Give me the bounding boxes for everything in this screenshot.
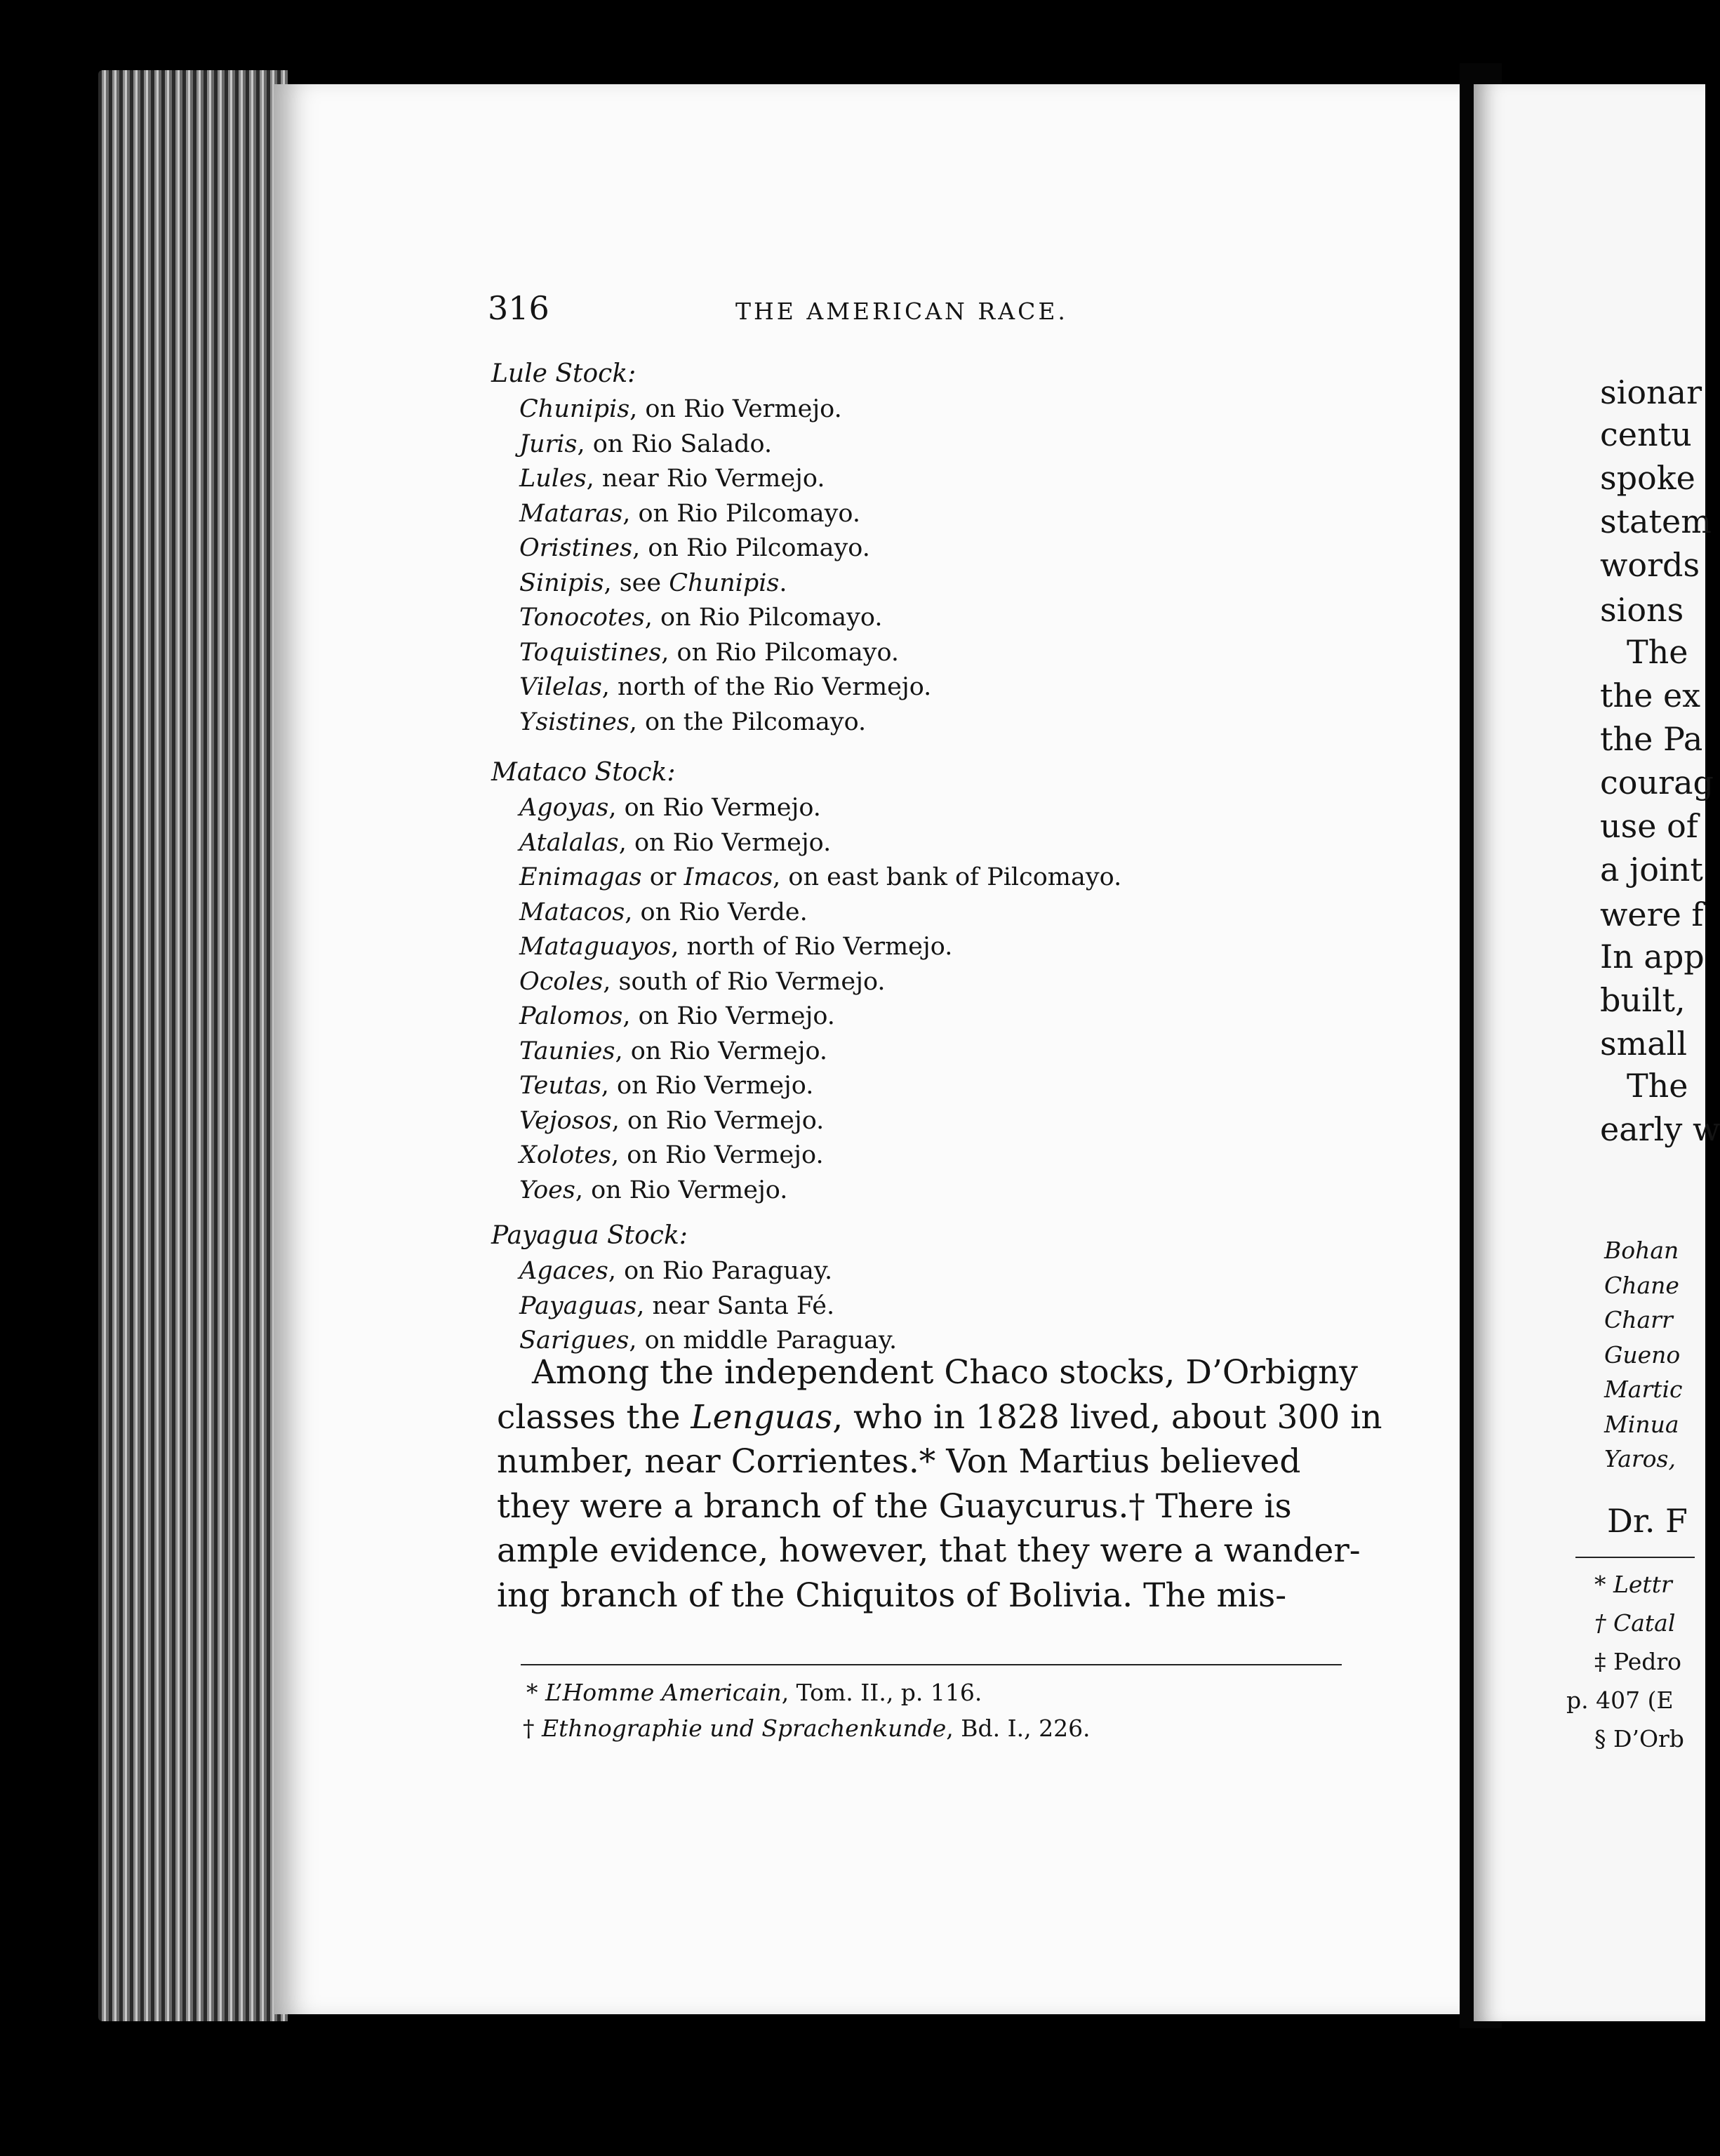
right-page-line: centu <box>1600 415 1692 453</box>
paragraph-line <box>497 1576 1286 1615</box>
entry-text: , on Rio Vermejo. <box>618 828 832 857</box>
line-text: Among the independent Chaco stocks, D’Orbigny <box>532 1353 1358 1392</box>
entry-text: , on Rio Verde. <box>625 898 808 926</box>
right-page-footnote: p. 407 (E <box>1566 1686 1674 1714</box>
right-page-line: Dr. F <box>1607 1502 1688 1540</box>
list-entry <box>519 465 825 493</box>
entry-text: , on Rio Vermejo. <box>601 1072 814 1100</box>
right-page-line: The <box>1627 1067 1688 1105</box>
right-page-line: spoke <box>1600 459 1695 497</box>
entry-name: Xolotes <box>519 1141 611 1169</box>
entry-end: , on east bank of Pilcomayo. <box>773 863 1122 891</box>
right-page-list-item: Minua <box>1604 1410 1679 1438</box>
list-entry <box>519 794 821 822</box>
right-page-line: early w <box>1600 1110 1720 1148</box>
right-page-list-item: Yaros, <box>1604 1445 1676 1472</box>
list-entry <box>519 829 831 857</box>
paragraph-line <box>532 1353 1358 1392</box>
list-entry <box>519 968 886 996</box>
right-page-footnote: ‡ Pedro <box>1594 1648 1682 1675</box>
right-page-line: built, <box>1600 981 1686 1019</box>
paragraph-line <box>497 1398 1382 1437</box>
right-page-line: small <box>1600 1025 1688 1063</box>
footnote-title: L’Homme Americain <box>545 1679 782 1706</box>
right-page-footnote: § D’Orb <box>1594 1725 1684 1752</box>
list-entry <box>519 604 883 632</box>
right-page-line: courag <box>1600 764 1714 801</box>
footnote-text: , Bd. I., 226. <box>946 1715 1091 1742</box>
entry-text: , near Rio Vermejo. <box>586 465 825 493</box>
entry-name: Ysistines <box>519 707 629 736</box>
stock-title: Lule Stock: <box>491 359 636 388</box>
line-text: number, near Corrientes.* Von Martius believed <box>497 1442 1301 1481</box>
entry-text: , see <box>604 568 669 597</box>
footnote-rule <box>521 1664 1342 1665</box>
stock-title: Mataco Stock: <box>491 758 676 787</box>
entry-ref: Chunipis <box>669 568 780 597</box>
page-edges <box>98 70 288 2021</box>
entry-ref: Imacos <box>684 863 773 891</box>
list-entry <box>519 639 899 667</box>
stock-title: Payagua Stock: <box>491 1221 688 1250</box>
entry-text: , on Rio Vermejo. <box>608 794 821 822</box>
right-page-line: a joint <box>1600 851 1703 889</box>
footnote-mark: * <box>526 1679 545 1706</box>
entry-name: Vilelas <box>519 673 602 701</box>
entry-name: Agaces <box>519 1257 608 1285</box>
right-page-list-item: Gueno <box>1604 1340 1681 1369</box>
right-page-line: use of <box>1600 807 1698 845</box>
entry-text: , on Rio Vermejo. <box>615 1037 828 1065</box>
entry-text: , on Rio Pilcomayo. <box>622 499 860 528</box>
entry-name: Sinipis <box>519 568 604 597</box>
entry-name: Juris <box>519 430 578 458</box>
entry-text: , south of Rio Vermejo. <box>603 967 886 996</box>
entry-text: , near Santa Fé. <box>636 1291 835 1320</box>
list-entry <box>519 933 952 961</box>
line-text: they were a branch of the Guaycurus.† There is <box>497 1486 1292 1526</box>
page-number: 316 <box>488 289 549 327</box>
entry-name: Chunipis <box>519 395 630 423</box>
entry-text: or <box>641 863 684 891</box>
entry-text: , on Rio Vermejo. <box>622 1002 835 1030</box>
right-page-list-item: Martic <box>1604 1376 1683 1403</box>
right-page-footnote: * Lettr <box>1594 1571 1672 1598</box>
entry-name: Vejosos <box>519 1106 612 1135</box>
paragraph-line <box>497 1487 1292 1526</box>
entry-text: , on Rio Pilcomayo. <box>661 638 900 667</box>
entry-name: Oristines <box>519 534 633 562</box>
paragraph-line <box>497 1531 1361 1570</box>
list-entry <box>519 1141 824 1169</box>
list-entry <box>519 534 870 562</box>
entry-text: , on middle Paraguay. <box>629 1326 898 1355</box>
list-entry <box>519 1072 813 1100</box>
footnote-title: Ethnographie und Sprachenkunde <box>542 1715 947 1742</box>
footnote-text: , Tom. II., p. 116. <box>781 1679 982 1706</box>
entry-text: , north of Rio Vermejo. <box>671 933 953 961</box>
entry-name: Agoyas <box>519 794 609 822</box>
list-entry <box>519 1107 824 1135</box>
list-entry <box>519 673 931 701</box>
footnote-mark: † <box>523 1715 542 1742</box>
right-page-line: words <box>1600 546 1700 584</box>
line-text: , who in 1828 lived, about 300 in <box>832 1397 1382 1437</box>
entry-end: . <box>779 568 787 597</box>
entry-name: Toquistines <box>519 638 662 667</box>
entry-name: Mataras <box>519 499 623 528</box>
entry-text: , on Rio Vermejo. <box>611 1141 824 1169</box>
right-page-line: sions <box>1600 591 1684 629</box>
footnote <box>526 1679 982 1706</box>
right-page-line: The <box>1627 633 1688 671</box>
right-page-line: the Pa <box>1600 720 1703 758</box>
entry-text: , on Rio Pilcomayo. <box>644 604 883 632</box>
entry-text: , on Rio Vermejo. <box>629 395 842 423</box>
list-entry <box>519 1292 834 1320</box>
entry-text: , on Rio Vermejo. <box>575 1176 788 1204</box>
list-entry <box>519 1002 835 1030</box>
line-text: ing branch of the Chiquitos of Bolivia. The mis- <box>497 1576 1287 1615</box>
right-page-line: sionar <box>1600 373 1702 411</box>
entry-text: , on Rio Vermejo. <box>611 1106 825 1135</box>
right-page-line: In app <box>1600 938 1705 976</box>
entry-name: Lules <box>519 465 587 493</box>
entry-text: , north of the Rio Vermejo. <box>601 673 932 701</box>
list-entry <box>519 898 808 926</box>
entry-text: , on Rio Paraguay. <box>608 1257 833 1285</box>
entry-name: Mataguayos <box>519 933 672 961</box>
right-footnote-rule <box>1575 1557 1695 1558</box>
list-entry <box>519 1037 827 1065</box>
list-entry <box>519 430 772 458</box>
list-entry <box>519 1176 787 1204</box>
line-text: ample evidence, however, that they were a wander- <box>497 1531 1361 1570</box>
entry-text: , on Rio Pilcomayo. <box>632 534 870 562</box>
right-page-list-item: Charr <box>1604 1306 1673 1333</box>
entry-name: Atalalas <box>519 828 619 857</box>
entry-name: Teutas <box>519 1072 601 1100</box>
entry-name: Yoes <box>519 1176 575 1204</box>
right-page-line: were f <box>1600 896 1704 933</box>
entry-name: Matacos <box>519 898 625 926</box>
running-title: THE AMERICAN RACE. <box>735 298 1068 325</box>
right-page-list-item: Bohan <box>1604 1237 1679 1264</box>
list-entry <box>519 863 1121 891</box>
right-page-line: the ex <box>1600 677 1701 714</box>
line-text: classes the <box>497 1397 691 1437</box>
list-entry <box>519 1326 897 1355</box>
entry-name: Payaguas <box>519 1291 637 1320</box>
right-page-list-item: Chane <box>1604 1271 1679 1299</box>
paragraph-line <box>497 1442 1300 1481</box>
entry-name: Sarigues <box>519 1326 629 1355</box>
list-entry <box>519 569 787 597</box>
list-entry <box>519 395 842 423</box>
entry-name: Ocoles <box>519 967 604 996</box>
entry-name: Tonocotes <box>519 604 645 632</box>
right-page-footnote: † Catal <box>1594 1609 1676 1637</box>
list-entry <box>519 1257 832 1285</box>
entry-text: , on the Pilcomayo. <box>629 707 867 736</box>
right-page-line: statem <box>1600 503 1712 540</box>
list-entry <box>519 500 860 528</box>
entry-name: Taunies <box>519 1037 615 1065</box>
entry-name: Palomos <box>519 1002 623 1030</box>
line-italic: Lenguas <box>691 1397 833 1437</box>
entry-name: Enimagas <box>519 863 642 891</box>
footnote <box>523 1715 1091 1742</box>
entry-text: , on Rio Salado. <box>577 430 773 458</box>
list-entry <box>519 708 866 736</box>
